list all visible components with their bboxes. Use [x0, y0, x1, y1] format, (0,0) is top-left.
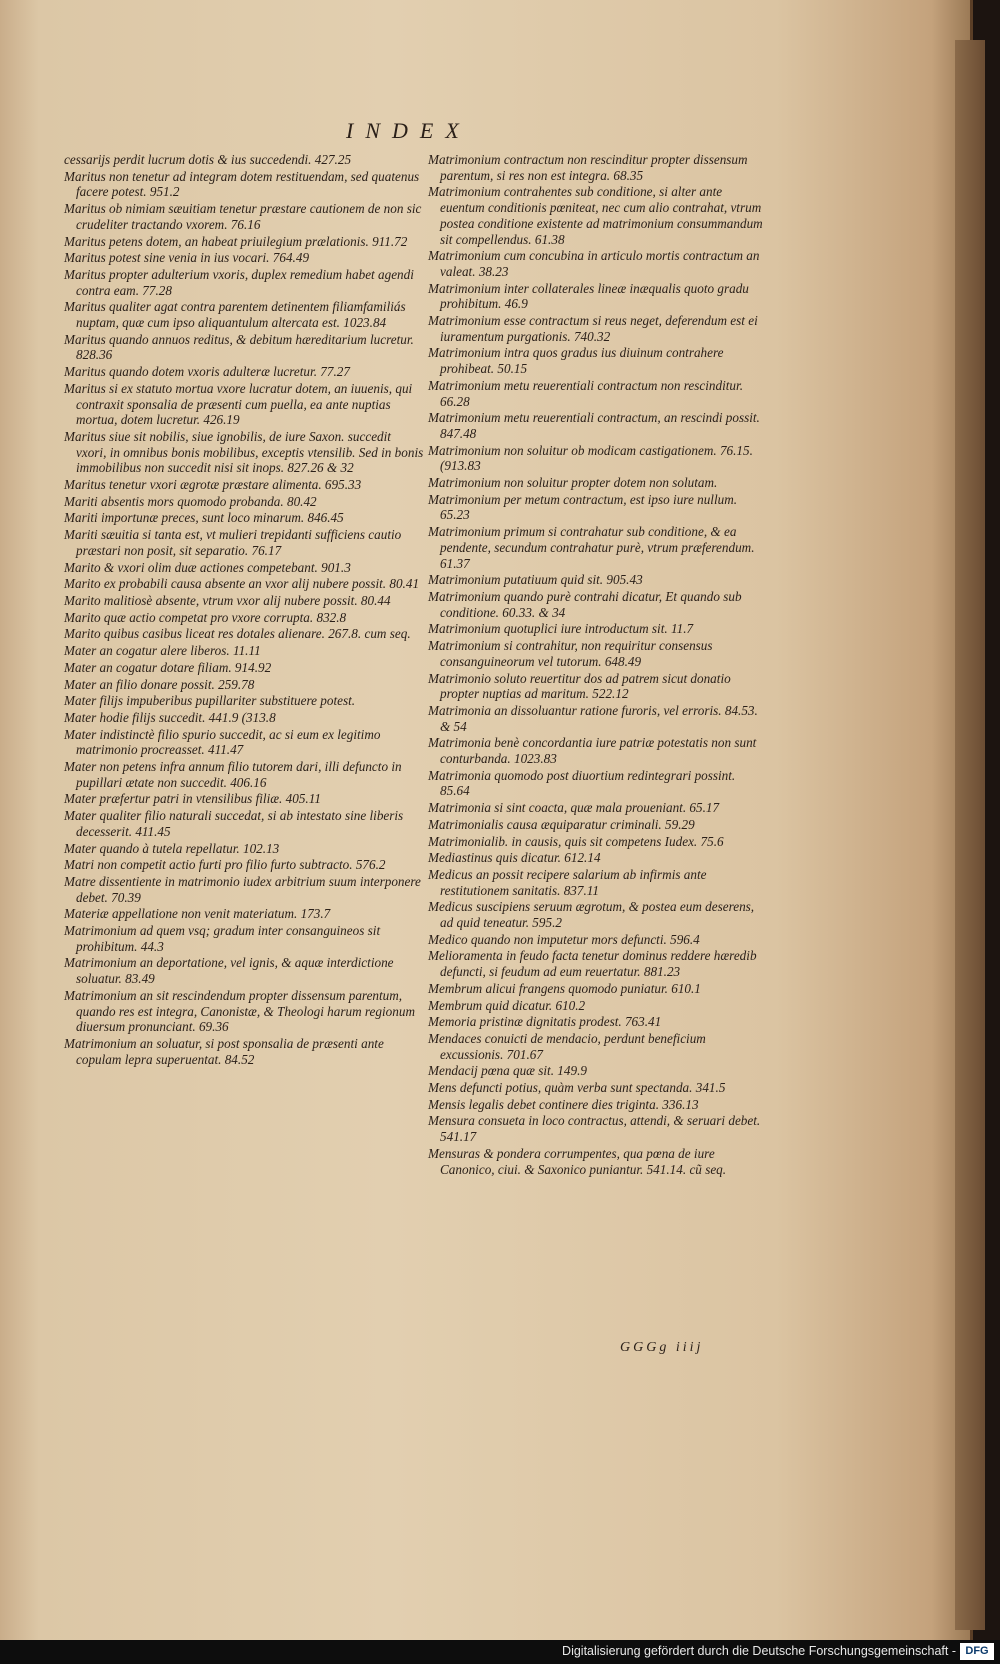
dfg-logo: DFG: [960, 1643, 994, 1660]
index-entry: Matrimonium intra quos gradus ius diuinum contrahere prohibeat. 50.15: [428, 345, 724, 377]
index-entry: Matrimonium non soluitur ob modicam castigationem. 76.15. (913.83: [428, 442, 753, 474]
index-entry: Matrimonium putatiuum quid sit. 905.43: [428, 572, 643, 588]
index-entry: Matrimonium contrahentes sub conditione, si alter ante euentum conditionis pœniteat, nec cum alio contrahat, vtrum postea conditione existente ad matrimonium consummandum sit compellendus. 61.38: [428, 184, 763, 247]
index-entry: Mater an cogatur dotare filiam. 914.92: [64, 659, 272, 675]
index-entry: Matrimonia an dissoluantur ratione furoris, vel erroris. 84.53. & 54: [428, 702, 758, 734]
index-entry: Maritus non tenetur ad integram dotem restituendam, sed quatenus facere potest. 951.2: [64, 168, 420, 200]
index-entry: Maritus petens dotem, an habeat priuilegium prælationis. 911.72: [64, 233, 408, 249]
index-entry: Mater an filio donare possit. 259.78: [64, 676, 255, 692]
index-entry: Medicus an possit recipere salarium ab infirmis ante restitutionem sanitatis. 837.11: [428, 866, 707, 898]
index-entry: Marito & vxori olim duæ actiones competebant. 901.3: [64, 559, 351, 575]
index-entry: Maritus tenetur vxori ægrotæ præstare alimenta. 695.33: [64, 477, 362, 493]
index-entry: Matrimonium an soluatur, si post sponsalia de præsenti ante copulam lepra superuentat. 84.52: [64, 1035, 384, 1067]
index-entry: Mensuras & pondera corrumpentes, qua pœna de iure Canonico, ciui. & Saxonico puniantur. 541.14. cũ seq.: [428, 1145, 727, 1177]
index-column-left: [64, 152, 424, 1068]
index-entry: Matrimonium per metum contractum, est ipso iure nullum. 65.23: [428, 491, 738, 523]
index-entry: Mater filijs impuberibus pupillariter substituere potest.: [64, 693, 356, 709]
index-entry: Matrimonium metu reuerentiali contractum non rescinditur. 66.28: [428, 377, 743, 409]
index-entry: Marito ex probabili causa absente an vxor alij nubere possit. 80.41: [64, 576, 420, 592]
index-entry: Membrum alicui frangens quomodo puniatur. 610.1: [428, 980, 701, 996]
index-entry: Matrimonia benè concordantia iure patriæ potestatis non sunt conturbanda. 1023.83: [428, 735, 757, 767]
index-entry: Matrimonium esse contractum si reus neget, deferendum est ei iuramentum purgationis. 740.32: [428, 313, 758, 344]
index-entry: Mater indistinctè filio spurio succedit, ac si eum ex legitimo matrimonio procreasset. 411.47: [64, 726, 381, 758]
index-entry: Mariti importunæ preces, sunt loco minarum. 846.45: [64, 510, 344, 526]
index-entry: Mendaces conuicti de mendacio, perdunt beneficium excussionis. 701.67: [428, 1030, 706, 1062]
page-header: INDEX: [346, 118, 471, 143]
index-entry: Memoria pristinæ dignitatis prodest. 763.41: [428, 1014, 662, 1030]
index-entry: Matre dissentiente in matrimonio iudex arbitrium suum interponere debet. 70.39: [64, 873, 421, 905]
index-entry: Maritus propter adulterium vxoris, duplex remedium habet agendi contra eam. 77.28: [64, 266, 414, 298]
index-entry: Marito malitiosè absente, vtrum vxor alij nubere possit. 80.44: [64, 592, 391, 608]
index-entry: cessarijs perdit lucrum dotis & ius succedendi. 427.25: [64, 152, 352, 167]
index-entry: Maritus quando dotem vxoris adulteræ lucretur. 77.27: [64, 364, 350, 380]
index-entry: Melioramenta in feudo facta tenetur dominus reddere hæredib defuncti, si feudum ad eum reuertatur. 881.23: [428, 948, 757, 980]
index-entry: Maritus qualiter agat contra parentem detinentem filiamfamiliás nuptam, quæ cum ipso aliquantulum altercata est. 1023.84: [64, 299, 406, 331]
index-entry: Matrimonium si contrahitur, non requiritur consensus consanguineorum vel tutorum. 648.49: [428, 638, 713, 669]
index-entry: Mariti absentis mors quomodo probanda. 80.42: [64, 493, 317, 509]
index-entry: Maritus si ex statuto mortua vxore lucratur dotem, an iuuenis, qui contraxit sponsalia de præsenti cum puella, ea ante nuptias mortua, dotem lucretur. 426.19: [64, 380, 413, 428]
index-entry: Mater an cogatur alere liberos. 11.11: [64, 643, 261, 659]
signature-mark: GGGg iiij: [620, 1340, 704, 1355]
index-entry: Matrimonio soluto reuertitur dos ad patrem sicut donatio propter nuptias ad maritum. 522.12: [428, 670, 731, 702]
index-entry: Matrimonia quomodo post diuortium redintegrari possint. 85.64: [428, 767, 736, 799]
index-entry: Matrimonia si sint coacta, quæ mala proueniant. 65.17: [428, 800, 720, 816]
index-entry: Mariti sæuitia si tanta est, vt mulieri trepidanti sufficiens cautio præstari non posit, sit separatio. 76.17: [64, 527, 402, 558]
index-entry: Materiæ appellatione non venit materiatum. 173.7: [64, 906, 331, 922]
index-entry: Medicus suscipiens seruum ægrotum, & postea eum deserens, ad quid teneatur. 595.2: [428, 899, 755, 931]
index-entry: Matrimonialis causa æquiparatur criminali. 59.29: [428, 816, 695, 832]
index-entry: Maritus potest sine venia in ius vocari. 764.49: [64, 250, 310, 266]
index-entry: Matrimonium an deportatione, vel ignis, & aquæ interdictione soluatur. 83.49: [64, 955, 394, 987]
index-entry: Matrimonium non soluitur propter dotem non solutam.: [428, 475, 718, 491]
index-entry: Matrimonium ad quem vsq; gradum inter consanguineos sit prohibitum. 44.3: [64, 923, 381, 954]
footer-bar: [0, 1640, 1000, 1664]
index-entry: Matrimonium quando purè contrahi dicatur, Et quando sub conditione. 60.33. & 34: [428, 588, 742, 620]
index-entry: Maritus siue sit nobilis, siue ignobilis, de iure Saxon. succedit vxori, in omnibus bonis mobilibus, exceptis vtensilib. Sed in bonis immobilibus non succedit nisi sit inops. 827.26 & 32: [64, 428, 424, 476]
index-entry: Marito quibus casibus liceat res dotales alienare. 267.8. cum seq.: [64, 626, 411, 642]
index-entry: Matrimonium metu reuerentiali contractum, an rescindi possit. 847.48: [428, 410, 760, 441]
index-entry: Matrimonium primum si contrahatur sub conditione, & ea pendente, secundum contrahatur purè, vtrum præferendum. 61.37: [428, 524, 755, 571]
index-entry: Mater qualiter filio naturali succedat, si ab intestato sine liberis decesserit. 411.45: [64, 808, 404, 839]
index-entry: Mater quando à tutela repellatur. 102.13: [64, 840, 280, 856]
index-entry: Matrimonium inter collaterales lineæ inæqualis quoto gradu prohibitum. 46.9: [428, 280, 749, 312]
index-entry: Medico quando non imputetur mors defuncti. 596.4: [428, 931, 700, 947]
index-entry: Mater non petens infra annum filio tutorem dari, illi defuncto in pupillari ætate non succedit. 406.16: [64, 759, 402, 790]
footer-credit: Digitalisierung gefördert durch die Deutsche Forschungsgemeinschaft -: [562, 1644, 956, 1658]
index-entry: Mens defuncti potius, quàm verba sunt spectanda. 341.5: [428, 1080, 726, 1096]
page-edge: [955, 40, 985, 1630]
index-entry: Membrum quid dicatur. 610.2: [428, 997, 586, 1013]
index-entry: Matrimonium cum concubina in articulo mortis contractum an valeat. 38.23: [428, 248, 760, 279]
index-entry: Maritus quando annuos reditus, & debitum hæreditarium lucretur. 828.36: [64, 331, 414, 363]
index-entry: Mensis legalis debet continere dies triginta. 336.13: [428, 1096, 699, 1112]
index-column-right: [428, 152, 768, 1178]
index-entry: Mensura consueta in loco contractus, attendi, & seruari debet. 541.17: [428, 1113, 761, 1145]
index-entry: Matrimonialib. in causis, quis sit competens Iudex. 75.6: [428, 833, 724, 849]
index-entry: Matrimonium contractum non rescinditur propter dissensum parentum, si res non est integra. 68.35: [428, 152, 748, 183]
index-entry: Mater præfertur patri in vtensilibus filiæ. 405.11: [64, 791, 321, 807]
index-entry: Matrimonium quotuplici iure introductum sit. 11.7: [428, 621, 694, 637]
index-entry: Matrimonium an sit rescindendum propter dissensum parentum, quando res est integra, Canonistæ, & Theologi harum regionum diuersum pronunciant. 69.36: [64, 987, 415, 1035]
index-entry: Marito quæ actio competat pro vxore corrupta. 832.8: [64, 609, 347, 625]
index-entry: Matri non competit actio furti pro filio furto subtracto. 576.2: [64, 857, 386, 873]
index-entry: Maritus ob nimiam sæuitiam tenetur præstare cautionem de non sic crudeliter tractando vxorem. 76.16: [64, 201, 422, 232]
index-entry: Mendacij pœna quæ sit. 149.9: [428, 1063, 587, 1079]
index-entry: Mater hodie filijs succedit. 441.9 (313.8: [64, 709, 276, 725]
index-entry: Mediastinus quis dicatur. 612.14: [428, 850, 601, 866]
